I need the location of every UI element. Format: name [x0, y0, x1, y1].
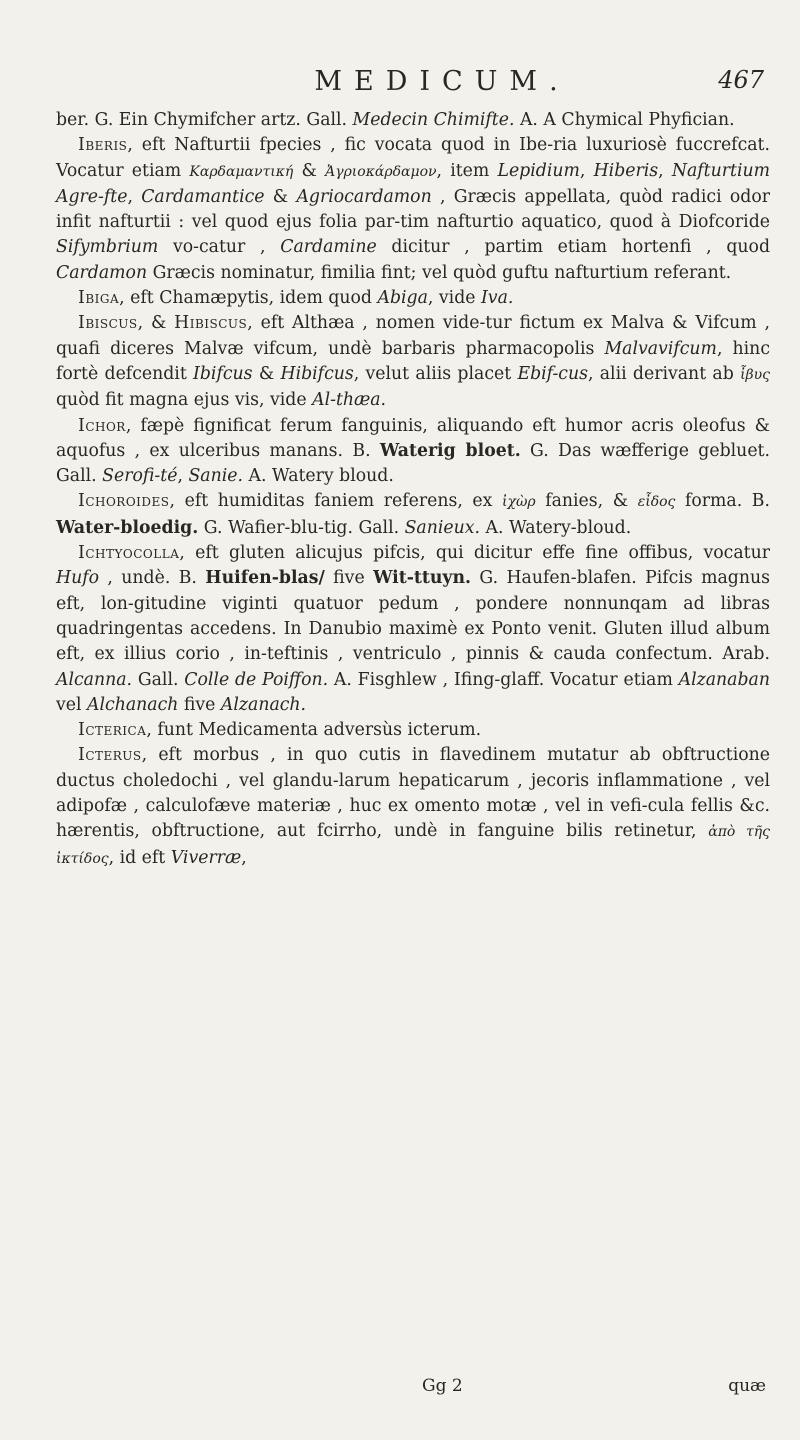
dictionary-entry: [56, 414, 770, 490]
entry-text: A. A Chymical Phyfician.: [514, 110, 735, 130]
entry-text: εἶδος: [637, 494, 676, 511]
entry-text: Cardamon: [56, 262, 148, 283]
entry-text: Al-thæa.: [312, 390, 387, 411]
entry-text: Huifen-blas/: [205, 568, 325, 589]
entry-text: Alzanaban: [678, 669, 770, 690]
entry-text: ,: [658, 160, 672, 181]
entry-text: , eft Chamæpytis, idem quod: [119, 288, 378, 309]
entry-text: Hufo: [56, 568, 100, 589]
entry-text: five: [324, 568, 374, 589]
running-title: MEDICUM.: [314, 66, 570, 97]
entry-text: Ebif-cus: [517, 363, 588, 384]
entry-headword: Ichoroides: [78, 491, 170, 512]
entry-text: Sifymbrium: [56, 237, 159, 258]
entry-text: Agriocardamon: [296, 186, 432, 207]
entry-text: Nafturtium Agre-fte: [56, 160, 770, 207]
dictionary-entry: [56, 133, 770, 286]
entry-text: Ibifcus: [193, 363, 253, 384]
entry-headword: Icterus: [78, 745, 142, 766]
entry-headword: Ichor: [78, 415, 126, 436]
entry-text: Wit-ttuyn.: [373, 568, 472, 589]
entry-text: Malvavifcum: [604, 338, 717, 359]
entry-text: Waterig bloet.: [379, 440, 521, 461]
entry-headword: Icterica: [78, 720, 147, 741]
entry-text: Serofi-té: [102, 466, 178, 487]
entry-text: , eft Nafturtii fpecies , fic vocata quod in Ibe-ria luxuriosè fuccrefcat. Vocatur etiam: [56, 135, 770, 181]
entry-text: , hinc fortè defcendit: [56, 338, 770, 384]
entry-text: Gall.: [132, 669, 185, 690]
entry-text: Græcis nominatur, fimilia fint; vel quòd guftu nafturtium referant.: [147, 262, 732, 283]
entry-text: Sanie.: [188, 466, 243, 487]
entry-text: , alii derivant ab: [587, 363, 741, 384]
entry-text: Ἀγριοκάρδαμον: [325, 163, 437, 180]
entry-text: Iva.: [480, 288, 514, 309]
entry-text: ,: [579, 160, 594, 181]
entry-text: G. Das wæfferige gebluet. Gall.: [56, 440, 770, 487]
entry-text: quòd fit magna ejus vis, vide: [56, 390, 313, 411]
dictionary-entry: [56, 311, 770, 413]
entry-text: Καρδαμαντική: [189, 163, 294, 180]
entry-text: vel: [56, 694, 88, 715]
entry-text: ἰχὼρ: [501, 494, 536, 511]
dictionary-entry: [56, 743, 770, 871]
entry-text: Hiberis: [593, 160, 659, 181]
entry-text: , funt Medicamenta adversùs icterum.: [146, 720, 482, 741]
dictionary-entry: [56, 718, 770, 743]
dictionary-entry: [56, 108, 770, 133]
entry-text: ,: [127, 186, 142, 207]
entry-text: Alchanach: [87, 694, 179, 715]
entry-text: G. Haufen-blafen. Pifcis magnus eft, lon-gitudine viginti quatuor pedum , pondere nonnunqam ad libras quadringentas accedens. In Danubio maximè ex Ponto venit. Gluten illud album eft, ex illius corio , in-teftinis , ventriculo , pinnis & cauda confectum. Arab.: [56, 568, 770, 665]
entry-text: vo-catur ,: [158, 237, 281, 258]
entry-text: , eft Althæa , nomen vide-tur fictum ex Malva & Vifcum , quafi diceres Malvæ vifcum, undè barbaris pharmacopolis: [56, 313, 770, 359]
entry-headword: Ibiga: [78, 288, 120, 309]
entry-text: &: [252, 363, 281, 384]
page-number: 467: [718, 66, 764, 94]
entry-headword: Ibiscus: [78, 313, 138, 334]
entry-text: Colle de Poiffon.: [184, 669, 329, 690]
entry-text: ἶβυς: [740, 366, 770, 383]
entry-text: , item: [436, 160, 498, 181]
entry-text: A. Watery bloud.: [242, 466, 394, 487]
entry-text: Medecin Chimifte.: [352, 110, 515, 130]
entry-text: A. Watery-bloud.: [480, 517, 632, 538]
page-footer: [52, 1376, 772, 1402]
catchword: quæ: [728, 1376, 766, 1396]
entry-text: , vide: [427, 288, 481, 309]
entry-text: , id eft: [108, 847, 171, 868]
entry-text: Sanieux.: [404, 517, 480, 538]
entry-text: Lepidium: [497, 160, 580, 181]
entry-text: &: [293, 160, 326, 181]
entry-text: five: [178, 694, 221, 715]
dictionary-entry: [56, 489, 770, 541]
entry-text: Viverræ: [170, 847, 242, 868]
signature-mark: Gg 2: [422, 1376, 463, 1396]
entry-text: fanies, &: [535, 491, 638, 512]
entry-headword: Iberis: [78, 135, 128, 156]
entry-text: G. Wafier-blu-tig. Gall.: [198, 517, 405, 538]
entry-text: ἀπὸ τῆς ἰκτίδος: [56, 824, 770, 867]
entry-text: forma. B.: [675, 491, 770, 512]
entry-text: , velut aliis placet: [353, 363, 518, 384]
entry-text: , eft gluten alicujus pifcis, qui dicitur effe fine offibus, vocatur: [179, 543, 770, 564]
entry-text: ,: [177, 466, 189, 487]
entry-text: dicitur , partim etiam hortenfi , quod: [376, 237, 771, 258]
entry-text: , undè. B.: [99, 568, 206, 589]
entry-text: Cardamantice: [141, 186, 265, 207]
entry-text: , fæpè fignificat ferum fanguinis, aliquando eft humor acris oleofus & aquofus , ex ulceribus manans. B.: [56, 415, 770, 461]
entry-text: , Græcis appellata, quòd radici odor infit nafturtii : vel quod ejus folia par-tim nafturtio aquatico, quod à Diofcoride: [56, 186, 770, 233]
entry-text: , eft morbus , in quo cutis in flavedinem mutatur ab obftructione ductus choledochi , vel glandu-larum hepaticarum , jecoris inflammatione , vel adipofæ , calculofæve materiæ , huc ex omento motæ , vel in vefi-cula fellis &c. hærentis, obftructione, aut fcirrho, undè in fanguine bilis retinetur,: [56, 745, 770, 842]
entry-headword: Hibiscus: [174, 313, 248, 334]
entry-text: &: [264, 186, 297, 207]
entry-text: Hibifcus: [280, 363, 354, 384]
dictionary-entry: [56, 541, 770, 718]
entry-headword: Ichtyocolla: [78, 543, 180, 564]
entry-text: A. Fisghlew , Ifing-glaff. Vocatur etiam: [328, 669, 679, 690]
entry-text: Alzanach.: [220, 694, 307, 715]
entry-text: , &: [137, 313, 175, 334]
dictionary-entry: [56, 286, 770, 311]
body-text: [56, 108, 770, 872]
entry-text: ,: [241, 847, 247, 868]
running-head: [52, 66, 772, 100]
entry-text: Alcanna.: [56, 669, 133, 690]
entry-text: ber. G. Ein Chymifcher artz. Gall.: [56, 110, 353, 130]
entry-text: Cardamine: [280, 237, 377, 258]
entry-text: , eft humiditas faniem referens, ex: [169, 491, 502, 512]
entry-text: Water-bloedig.: [56, 517, 199, 538]
entry-text: Abiga: [377, 288, 428, 309]
